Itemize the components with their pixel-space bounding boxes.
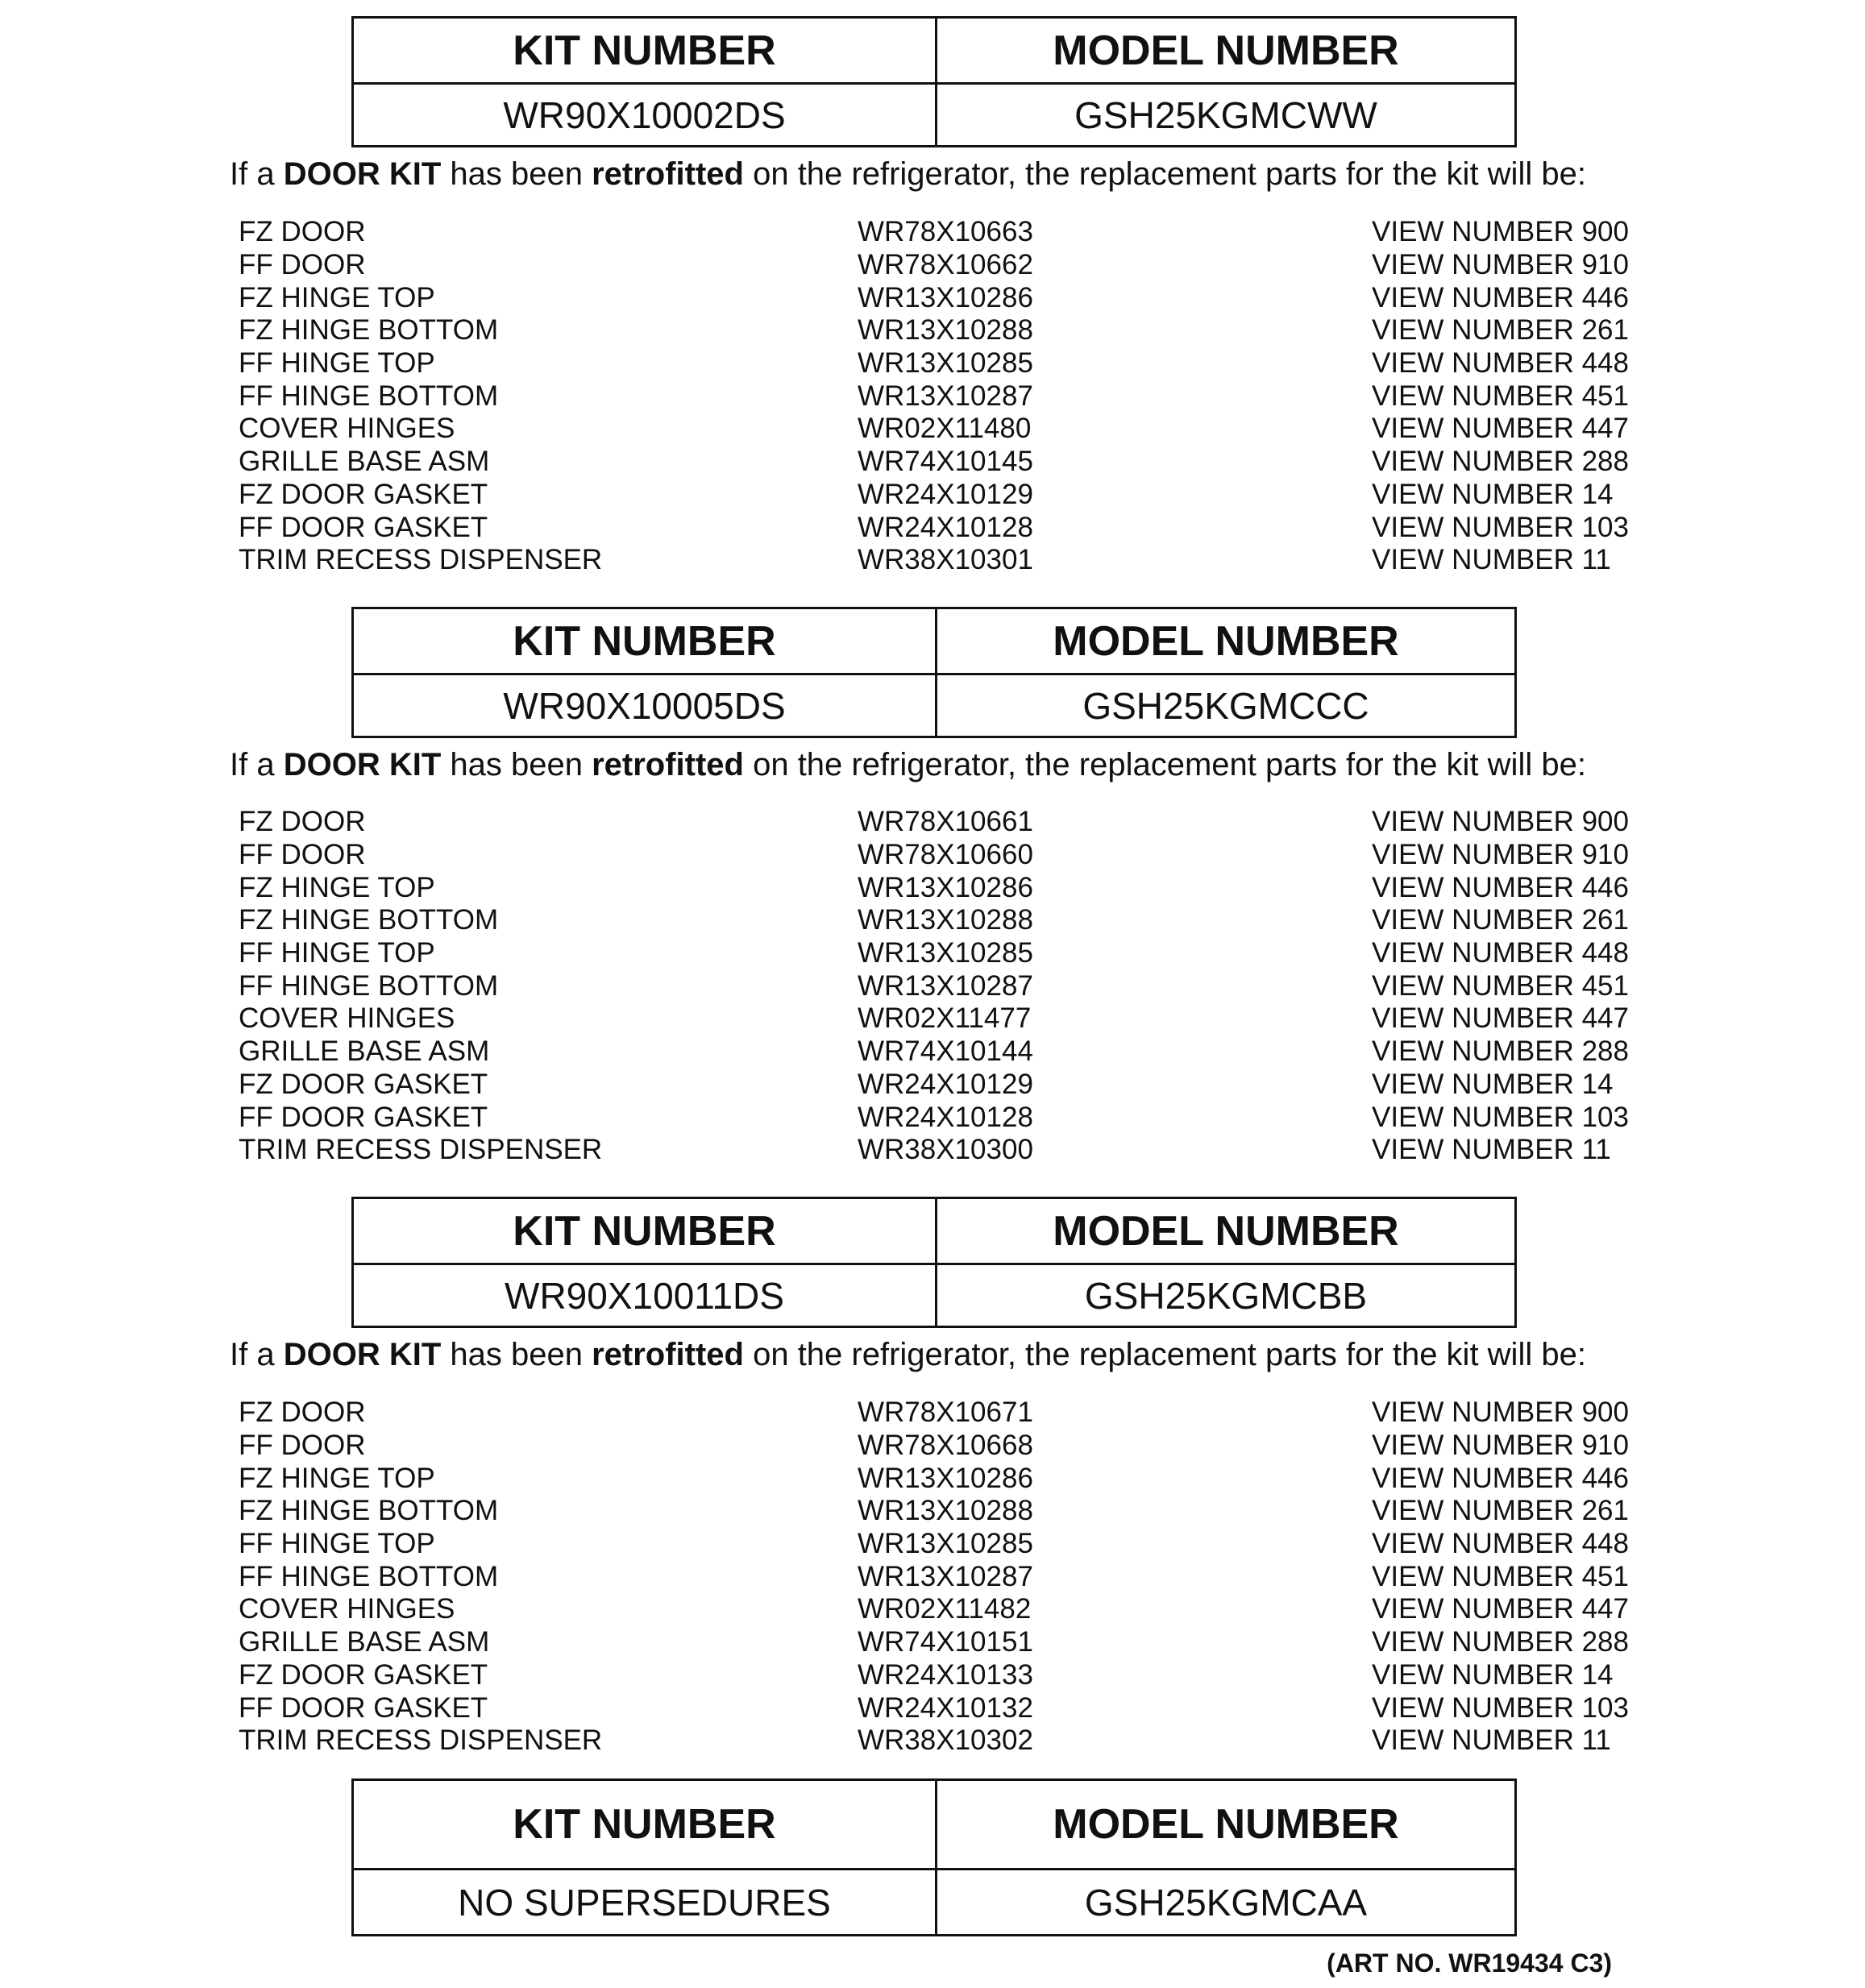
list-item: [239, 1659, 1641, 1692]
view-number: VIEW NUMBER 447: [1372, 1002, 1629, 1035]
intro-door-kit: DOOR KIT: [283, 156, 442, 192]
part-number: WR24X10129: [858, 478, 1033, 510]
list-item: [239, 937, 1641, 970]
kit-table-4: [351, 1778, 1517, 1936]
list-item: [239, 1430, 1641, 1463]
part-name: FF HINGE TOP: [239, 1528, 435, 1560]
part-number: WR13X10288: [858, 1495, 1033, 1527]
part-name: FZ DOOR: [239, 806, 366, 838]
part-number: WR13X10287: [858, 969, 1033, 1002]
part-number: WR24X10132: [858, 1691, 1033, 1724]
part-name: TRIM RECESS DISPENSER: [239, 1134, 603, 1166]
part-name: FZ DOOR GASKET: [239, 478, 488, 510]
list-item: [239, 839, 1641, 872]
part-name: COVER HINGES: [239, 413, 455, 445]
part-number: WR38X10300: [858, 1134, 1033, 1166]
part-number: WR24X10128: [858, 1101, 1033, 1133]
model-number-value: GSH25KGMCAA: [1084, 1881, 1368, 1924]
list-item: [239, 1036, 1641, 1069]
view-number: VIEW NUMBER 447: [1372, 413, 1629, 445]
view-number: VIEW NUMBER 446: [1372, 871, 1629, 903]
part-name: FZ DOOR GASKET: [239, 1068, 488, 1100]
part-name: COVER HINGES: [239, 1593, 455, 1625]
retrofit-intro: [230, 156, 1586, 193]
view-number: VIEW NUMBER 261: [1372, 904, 1629, 936]
part-number: WR02X11477: [858, 1002, 1032, 1035]
part-number: WR78X10661: [858, 806, 1033, 838]
list-item: [239, 446, 1641, 479]
part-name: FZ HINGE BOTTOM: [239, 314, 499, 347]
part-name: FF DOOR: [239, 249, 366, 281]
part-name: FZ DOOR: [239, 1397, 366, 1429]
part-name: TRIM RECESS DISPENSER: [239, 544, 603, 576]
model-number-header: MODEL NUMBER: [937, 609, 1514, 675]
list-item: [239, 216, 1641, 249]
list-item: [239, 1528, 1641, 1561]
part-number: WR13X10285: [858, 1528, 1033, 1560]
kit-table-1: [351, 16, 1517, 147]
part-number: WR24X10129: [858, 1068, 1033, 1100]
part-name: GRILLE BASE ASM: [239, 1626, 490, 1658]
model-number-value: GSH25KGMCBB: [1084, 1274, 1368, 1317]
part-number: WR13X10285: [858, 937, 1033, 969]
part-name: COVER HINGES: [239, 1002, 455, 1035]
view-number: VIEW NUMBER 446: [1372, 1462, 1629, 1494]
model-number-value: GSH25KGMCCC: [1082, 684, 1369, 727]
view-number: VIEW NUMBER 451: [1372, 380, 1629, 412]
list-item: [239, 1593, 1641, 1626]
list-item: [239, 871, 1641, 904]
view-number: VIEW NUMBER 448: [1372, 937, 1629, 969]
part-name: FF DOOR: [239, 1430, 366, 1462]
list-item: [239, 1724, 1641, 1758]
intro-pre: If a: [230, 156, 284, 192]
model-number-header: MODEL NUMBER: [937, 19, 1514, 85]
model-number-header: MODEL NUMBER: [937, 1781, 1514, 1870]
list-item: [239, 904, 1641, 937]
list-item: [239, 413, 1641, 446]
art-number: (ART NO. WR19434 C3): [1327, 1949, 1612, 1978]
list-item: [239, 479, 1641, 512]
view-number: VIEW NUMBER 910: [1372, 839, 1629, 871]
view-number: VIEW NUMBER 11: [1372, 544, 1611, 576]
kit-number-value: WR90X10011DS: [354, 1265, 937, 1326]
part-number: WR13X10285: [858, 347, 1033, 380]
list-item: [239, 806, 1641, 839]
list-item: [239, 1069, 1641, 1102]
part-name: FF DOOR GASKET: [239, 511, 488, 543]
view-number: VIEW NUMBER 288: [1372, 1626, 1629, 1658]
part-name: GRILLE BASE ASM: [239, 1036, 490, 1068]
kit-table-3: [351, 1197, 1517, 1328]
part-name: FF HINGE TOP: [239, 347, 435, 380]
list-item: [239, 1397, 1641, 1430]
part-number: WR13X10287: [858, 1560, 1033, 1592]
view-number: VIEW NUMBER 103: [1372, 1691, 1629, 1724]
intro-door-kit: DOOR KIT: [283, 1337, 442, 1372]
model-number-value: GSH25KGMCWW: [1074, 93, 1377, 136]
part-number: WR78X10660: [858, 839, 1033, 871]
part-name: FZ HINGE TOP: [239, 871, 435, 903]
view-number: VIEW NUMBER 14: [1372, 478, 1614, 510]
part-name: FZ HINGE BOTTOM: [239, 1495, 499, 1527]
part-number: WR13X10286: [858, 281, 1033, 313]
list-item: [239, 969, 1641, 1002]
intro-door-kit: DOOR KIT: [283, 747, 442, 782]
part-name: FF HINGE TOP: [239, 937, 435, 969]
list-item: [239, 1495, 1641, 1528]
intro-mid: has been: [441, 747, 592, 782]
list-item: [239, 380, 1641, 413]
retrofit-intro: [230, 1337, 1586, 1373]
part-name: TRIM RECESS DISPENSER: [239, 1724, 603, 1757]
view-number: VIEW NUMBER 900: [1372, 1397, 1629, 1429]
list-item: [239, 1626, 1641, 1659]
view-number: VIEW NUMBER 910: [1372, 249, 1629, 281]
view-number: VIEW NUMBER 103: [1372, 1101, 1629, 1133]
kit-table-2: [351, 607, 1517, 738]
intro-retrofitted: retrofitted: [592, 747, 744, 782]
list-item: [239, 544, 1641, 577]
part-number: WR74X10144: [858, 1036, 1033, 1068]
part-number: WR13X10286: [858, 1462, 1033, 1494]
part-number: WR24X10133: [858, 1658, 1033, 1691]
list-item: [239, 314, 1641, 347]
list-item: [239, 1134, 1641, 1167]
list-item: [239, 347, 1641, 380]
list-item: [239, 1691, 1641, 1724]
part-number: WR74X10145: [858, 446, 1033, 478]
intro-pre: If a: [230, 747, 284, 782]
kit-number-header: KIT NUMBER: [354, 19, 937, 85]
part-name: FF DOOR: [239, 839, 366, 871]
view-number: VIEW NUMBER 446: [1372, 281, 1629, 313]
part-name: FZ HINGE TOP: [239, 1462, 435, 1494]
part-name: FZ DOOR GASKET: [239, 1658, 488, 1691]
view-number: VIEW NUMBER 288: [1372, 446, 1629, 478]
view-number: VIEW NUMBER 451: [1372, 1560, 1629, 1592]
part-number: WR38X10302: [858, 1724, 1033, 1757]
list-item: [239, 1462, 1641, 1495]
part-number: WR02X11480: [858, 413, 1032, 445]
part-name: FF DOOR GASKET: [239, 1101, 488, 1133]
kit-number-header: KIT NUMBER: [354, 1199, 937, 1265]
intro-post: on the refrigerator, the replacement parts for the kit will be:: [743, 1337, 1586, 1372]
part-name: GRILLE BASE ASM: [239, 446, 490, 478]
view-number: VIEW NUMBER 910: [1372, 1430, 1629, 1462]
part-name: FF HINGE BOTTOM: [239, 969, 499, 1002]
view-number: VIEW NUMBER 11: [1372, 1134, 1611, 1166]
intro-pre: If a: [230, 1337, 284, 1372]
view-number: VIEW NUMBER 261: [1372, 1495, 1629, 1527]
view-number: VIEW NUMBER 451: [1372, 969, 1629, 1002]
part-number: WR13X10287: [858, 380, 1033, 412]
part-number: WR02X11482: [858, 1593, 1032, 1625]
list-item: [239, 249, 1641, 282]
view-number: VIEW NUMBER 288: [1372, 1036, 1629, 1068]
list-item: [239, 1002, 1641, 1036]
kit-number-value: NO SUPERSEDURES: [354, 1870, 937, 1934]
part-number: WR78X10668: [858, 1430, 1033, 1462]
part-number: WR74X10151: [858, 1626, 1033, 1658]
parts-list: [239, 216, 1641, 577]
list-item: [239, 511, 1641, 544]
intro-post: on the refrigerator, the replacement parts for the kit will be:: [743, 747, 1586, 782]
kit-number-value: WR90X10002DS: [354, 85, 937, 145]
part-number: WR78X10662: [858, 249, 1033, 281]
model-number-header: MODEL NUMBER: [937, 1199, 1514, 1265]
list-item: [239, 1560, 1641, 1593]
part-number: WR78X10671: [858, 1397, 1033, 1429]
intro-retrofitted: retrofitted: [592, 1337, 744, 1372]
part-number: WR13X10288: [858, 904, 1033, 936]
view-number: VIEW NUMBER 448: [1372, 347, 1629, 380]
view-number: VIEW NUMBER 11: [1372, 1724, 1611, 1757]
view-number: VIEW NUMBER 14: [1372, 1658, 1614, 1691]
part-name: FF HINGE BOTTOM: [239, 1560, 499, 1592]
list-item: [239, 1101, 1641, 1134]
view-number: VIEW NUMBER 103: [1372, 511, 1629, 543]
view-number: VIEW NUMBER 447: [1372, 1593, 1629, 1625]
intro-post: on the refrigerator, the replacement parts for the kit will be:: [743, 156, 1586, 192]
part-name: FZ HINGE BOTTOM: [239, 904, 499, 936]
part-number: WR24X10128: [858, 511, 1033, 543]
part-number: WR78X10663: [858, 216, 1033, 248]
list-item: [239, 281, 1641, 314]
view-number: VIEW NUMBER 448: [1372, 1528, 1629, 1560]
parts-list: [239, 806, 1641, 1167]
part-number: WR13X10288: [858, 314, 1033, 347]
view-number: VIEW NUMBER 14: [1372, 1068, 1614, 1100]
part-number: WR13X10286: [858, 871, 1033, 903]
view-number: VIEW NUMBER 261: [1372, 314, 1629, 347]
kit-number-header: KIT NUMBER: [354, 609, 937, 675]
part-name: FF DOOR GASKET: [239, 1691, 488, 1724]
kit-number-header: KIT NUMBER: [354, 1781, 937, 1870]
kit-number-value: WR90X10005DS: [354, 675, 937, 736]
parts-list: [239, 1397, 1641, 1758]
intro-mid: has been: [441, 1337, 592, 1372]
part-name: FZ DOOR: [239, 216, 366, 248]
intro-mid: has been: [441, 156, 592, 192]
view-number: VIEW NUMBER 900: [1372, 806, 1629, 838]
part-name: FZ HINGE TOP: [239, 281, 435, 313]
part-name: FF HINGE BOTTOM: [239, 380, 499, 412]
view-number: VIEW NUMBER 900: [1372, 216, 1629, 248]
part-number: WR38X10301: [858, 544, 1033, 576]
retrofit-intro: [230, 747, 1586, 783]
intro-retrofitted: retrofitted: [592, 156, 744, 192]
